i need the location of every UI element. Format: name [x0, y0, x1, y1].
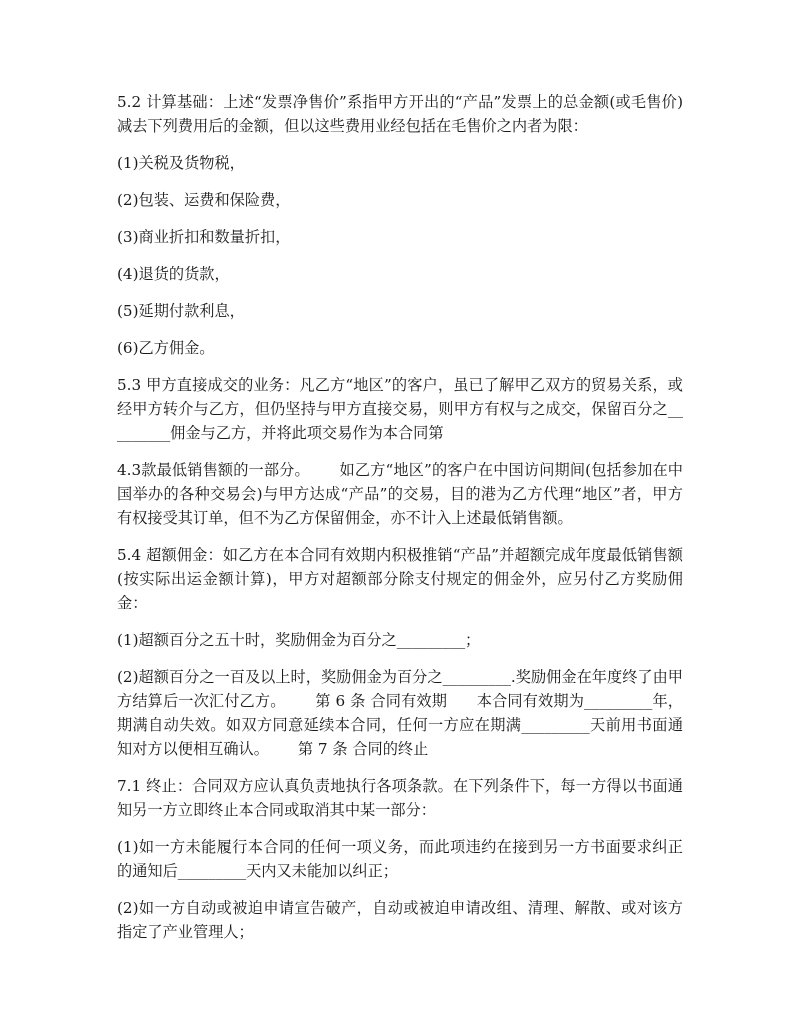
termination-condition-bankruptcy: (2)如一方自动或被迫申请宣告破产，自动或被迫申请改组、清理、解散、或对该方指定了产业管理人； [117, 899, 683, 941]
clause-7-1-termination: 7.1 终止：合同双方应认真负责地执行各项条款。在下列条件下，每一方得以书面通知另一方立即终止本合同或取消其中某一部分： [117, 777, 683, 819]
clause-5-2-calculation-basis: 5.2 计算基础：上述“发票净售价”系指甲方开出的“产品”发票上的总金额(或毛售价)减去下列费用后的金额，但以这些费用业经包括在毛售价之内者为限： [117, 93, 683, 135]
clause-5-3-direct-business: 5.3 甲方直接成交的业务：凡乙方“地区”的客户，虽已了解甲乙双方的贸易关系，或经甲方转介与乙方，但仍坚持与甲方直接交易，则甲方有权与之成交，保留百分之_________佣金与乙方，并将此项交易作为本合同第 [117, 376, 683, 442]
list-item-customs-duties: (1)关税及货物税， [117, 154, 245, 172]
list-item-packing-freight-insurance: (2)包装、运费和保险费， [117, 191, 291, 209]
list-item-party-b-commission: (6)乙方佣金。 [117, 339, 215, 357]
excess-fifty-percent-item: (1)超额百分之五十时，奖励佣金为百分之_________； [117, 631, 481, 649]
clause-5-3-continuation: 4.3款最低销售额的一部分。 如乙方“地区”的客户在中国访问期间(包括参加在中国举办的各种交易会)与甲方达成“产品”的交易，目的港为乙方代理“地区”者，甲方有权接受其订单，但不为乙方保留佣金，亦不计入上述最低销售额。 [117, 461, 683, 527]
termination-condition-breach: (1)如一方未能履行本合同的任何一项义务，而此项违约在接到另一方书面要求纠正的通知后_________天内又未能加以纠正； [117, 838, 683, 880]
list-item-returned-goods: (4)退货的货款， [117, 265, 230, 283]
clause-5-4-excess-commission: 5.4 超额佣金：如乙方在本合同有效期内积极推销“产品”并超额完成年度最低销售额(按实际出运金额计算)，甲方对超额部分除支付规定的佣金外，应另付乙方奖励佣金： [117, 546, 683, 612]
excess-hundred-percent-item: (2)超额百分之一百及以上时，奖励佣金为百分之_________.奖励佣金在年度终了由甲方结算后一次汇付乙方。 第 6 条 合同有效期 本合同有效期为_________年，期满自动失效。如双方同意延续本合同，任何一方应在期满_________天前用书面通知对方以便相互确认。 第 7 条 合同的终止 [117, 668, 683, 758]
document-page [117, 90, 683, 957]
list-item-discounts: (3)商业折扣和数量折扣， [117, 228, 291, 246]
list-item-deferred-interest: (5)延期付款利息， [117, 302, 245, 320]
